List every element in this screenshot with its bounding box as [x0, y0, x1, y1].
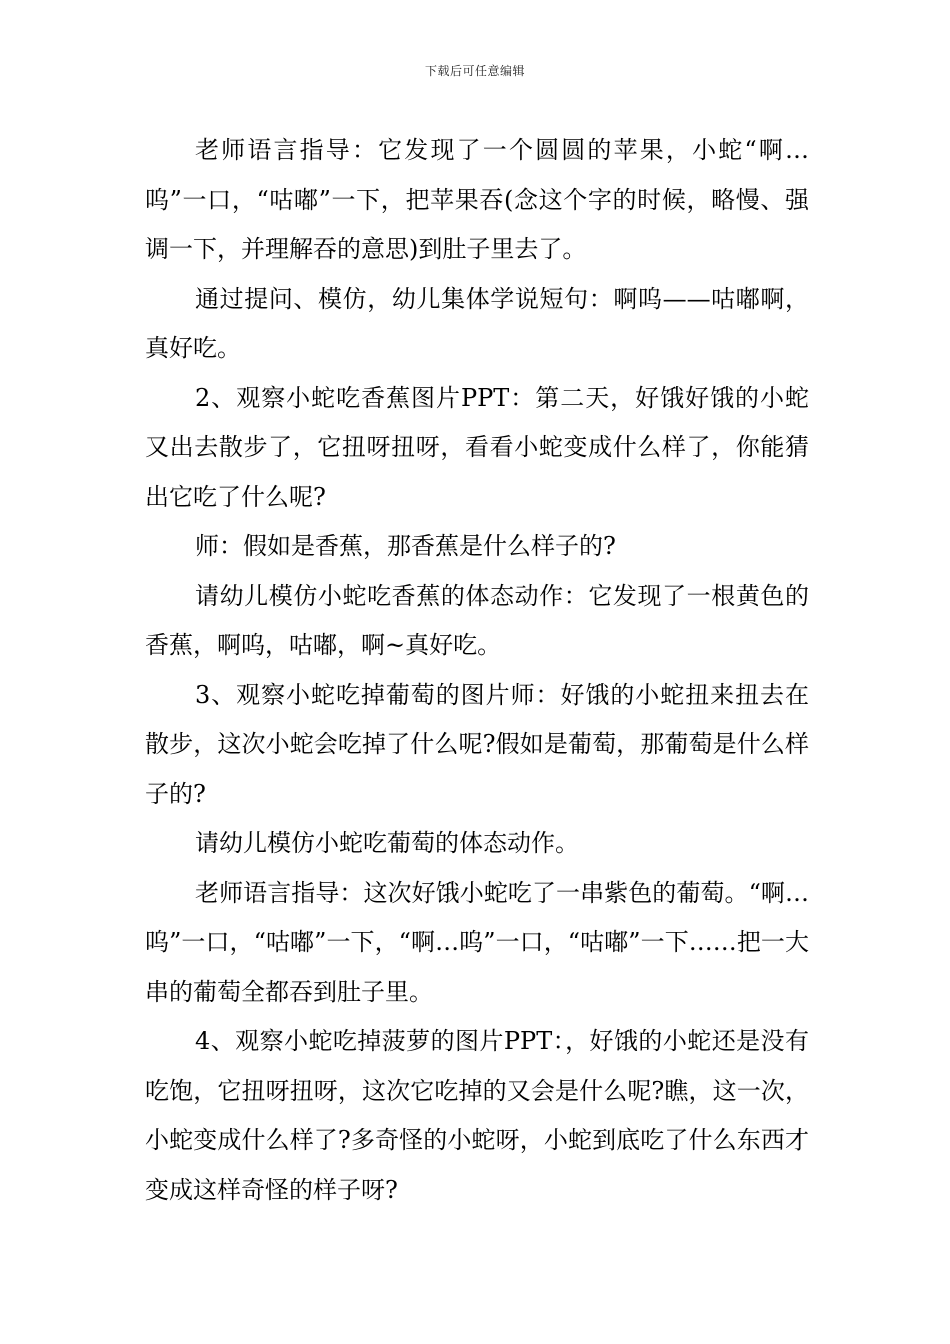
paragraph-banana-question: 师：假如是香蕉，那香蕉是什么样子的?: [195, 532, 616, 560]
paragraph-banana-observe: 2、观察小蛇吃香蕉图片PPT：第二天，好饿好饿的小蛇又出去散步了，它扭呀扭呀，看看小蛇变成什么样了，你能猜出它吃了什么呢?: [145, 383, 809, 511]
paragraph-pineapple-observe: 4、观察小蛇吃掉菠萝的图片PPT：，好饿的小蛇还是没有吃饱，它扭呀扭呀，这次它吃掉的又会是什么呢?瞧，这一次，小蛇变成什么样了?多奇怪的小蛇呀，小蛇到底吃了什么东西才变成这样奇怪的样子呀?: [145, 1027, 809, 1204]
paragraph-apple-guidance: 老师语言指导：它发现了一个圆圆的苹果，小蛇“啊…呜”一口，“咕嘟”一下，把苹果吞(念这个字的时候，略慢、强调一下，并理解吞的意思)到肚子里去了。: [145, 136, 809, 263]
paragraph-group-practice: 通过提问、模仿，幼儿集体学说短句：啊呜——咕嘟啊，真好吃。: [145, 284, 809, 362]
paragraph-grape-imitate: 请幼儿模仿小蛇吃葡萄的体态动作。: [195, 829, 579, 857]
page-header: 下载后可任意编辑: [424, 64, 525, 78]
paragraph-grape-guidance: 老师语言指导：这次好饿小蛇吃了一串紫色的葡萄。“啊…呜”一口，“咕嘟”一下，“啊…呜”一口，“咕嘟”一下……把一大串的葡萄全都吞到肚子里。: [145, 878, 809, 1006]
paragraph-grape-observe: 3、观察小蛇吃掉葡萄的图片师：好饿的小蛇扭来扭去在散步，这次小蛇会吃掉了什么呢?假如是葡萄，那葡萄是什么样子的?: [145, 680, 809, 808]
document-body: [145, 126, 809, 1215]
paragraph-banana-imitate: 请幼儿模仿小蛇吃香蕉的体态动作：它发现了一根黄色的香蕉，啊呜，咕嘟，啊~真好吃。: [145, 581, 809, 659]
